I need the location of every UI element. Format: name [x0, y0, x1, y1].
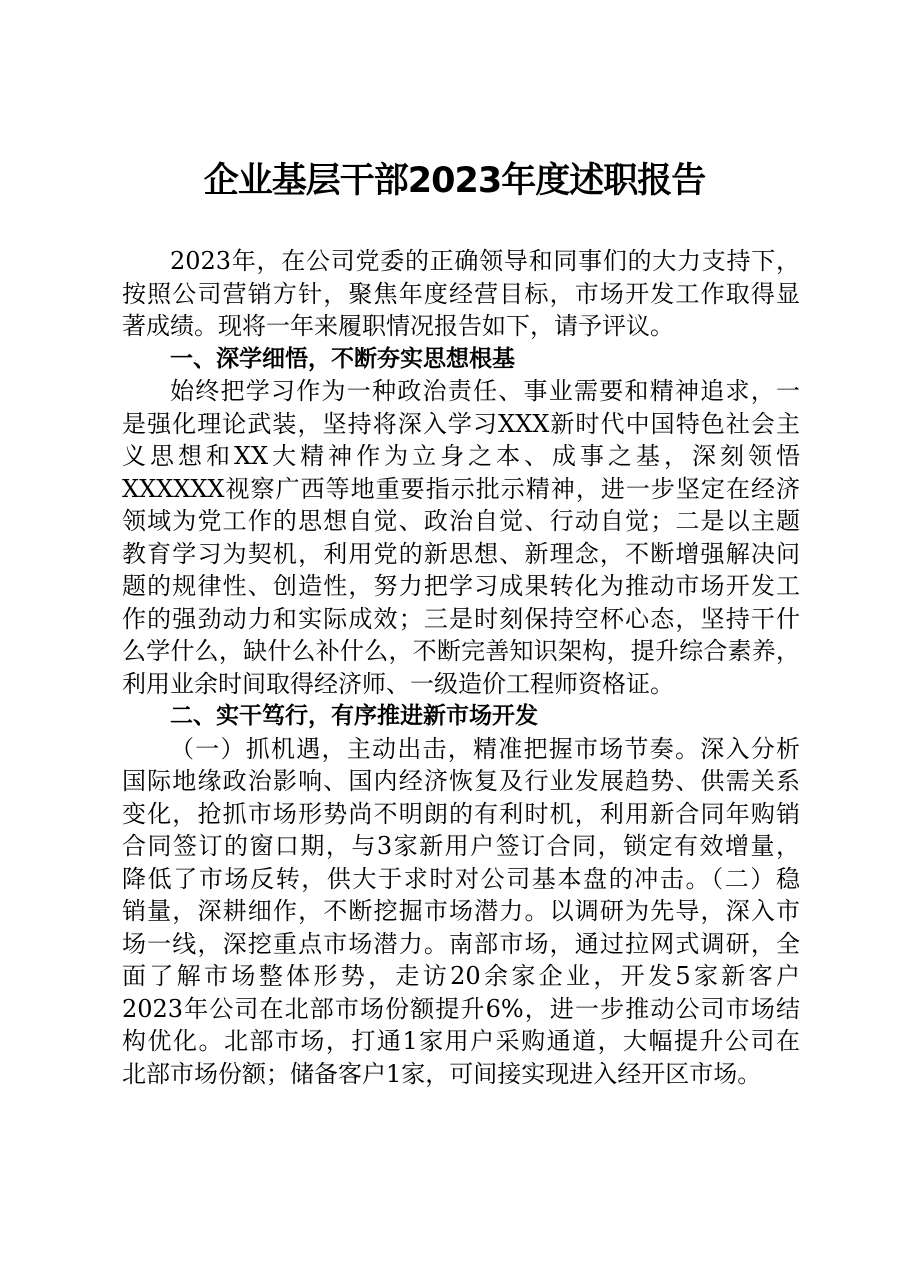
paragraph-line: 北部市场份额；储备客户1家，可间接实现进入经开区市场。 — [122, 1059, 762, 1088]
paragraph-line: 变化，抢抓市场形势尚不明朗的有利时机，利用新合同年购销 — [122, 799, 800, 828]
paragraph-line: 构优化。北部市场，打通1家用户采购通道，大幅提升公司在 — [122, 1027, 800, 1055]
paragraph-line: 领域为党工作的思想自觉、政治自觉、行动自觉；二是以主题 — [122, 507, 800, 535]
paragraph-line: 销量，深耕细作，不断挖掘市场潜力。以调研为先导，深入市 — [122, 897, 800, 925]
section-heading: 一、深学细悟，不断夯实思想根基 — [170, 345, 515, 372]
section-heading: 二、实干笃行，有序推进新市场开发 — [170, 703, 538, 729]
paragraph-line: 题的规律性、创造性，努力把学习成果转化为推动市场开发工 — [122, 572, 800, 600]
paragraph-line: 是强化理论武装，坚持将深入学习XXX新时代中国特色社会主 — [122, 409, 800, 438]
paragraph-line: 2023年，在公司党委的正确领导和同事们的大力支持下， — [170, 247, 800, 275]
paragraph-line: 场一线，深挖重点市场潜力。南部市场，通过拉网式调研，全 — [122, 929, 800, 958]
paragraph-line: 2023年公司在北部市场份额提升6%，进一步推动公司市场结 — [122, 994, 800, 1023]
paragraph-line: 始终把学习作为一种政治责任、事业需要和精神追求，一 — [170, 377, 800, 405]
document-body — [122, 245, 800, 1090]
paragraph-line: 么学什么，缺什么补什么，不断完善知识架构，提升综合素养， — [122, 637, 800, 665]
paragraph-line: 利用业余时间取得经济师、一级造价工程师资格证。 — [122, 669, 674, 698]
paragraph-line: 教育学习为契机，利用党的新思想、新理念，不断增强解决问 — [122, 539, 800, 568]
paragraph-line: 降低了市场反转，供大于求时对公司基本盘的冲击。（二）稳 — [122, 864, 800, 893]
paragraph-line: 著成绩。现将一年来履职情况报告如下，请予评议。 — [122, 312, 674, 340]
paragraph-line: 按照公司营销方针，聚焦年度经营目标，市场开发工作取得显 — [122, 279, 800, 308]
paragraph-line: 国际地缘政治影响、国内经济恢复及行业发展趋势、供需关系 — [122, 767, 800, 795]
paragraph-line: （一）抓机遇，主动出击，精准把握市场节奏。深入分析 — [170, 734, 800, 763]
paragraph-line: XXXXXX视察广西等地重要指示批示精神，进一步坚定在经济 — [122, 474, 800, 503]
paragraph-line: 作的强劲动力和实际成效；三是时刻保持空杯心态，坚持干什 — [122, 604, 800, 633]
document-title: 企业基层干部2023年度述职报告 — [203, 161, 706, 201]
paragraph-line: 面了解市场整体形势，走访20余家企业，开发5家新客户 — [122, 962, 800, 990]
paragraph-line: 合同签订的窗口期，与3家新用户签订合同，锁定有效增量， — [122, 832, 800, 860]
paragraph-line: 义思想和XX大精神作为立身之本、成事之基，深刻领悟 — [122, 442, 800, 470]
